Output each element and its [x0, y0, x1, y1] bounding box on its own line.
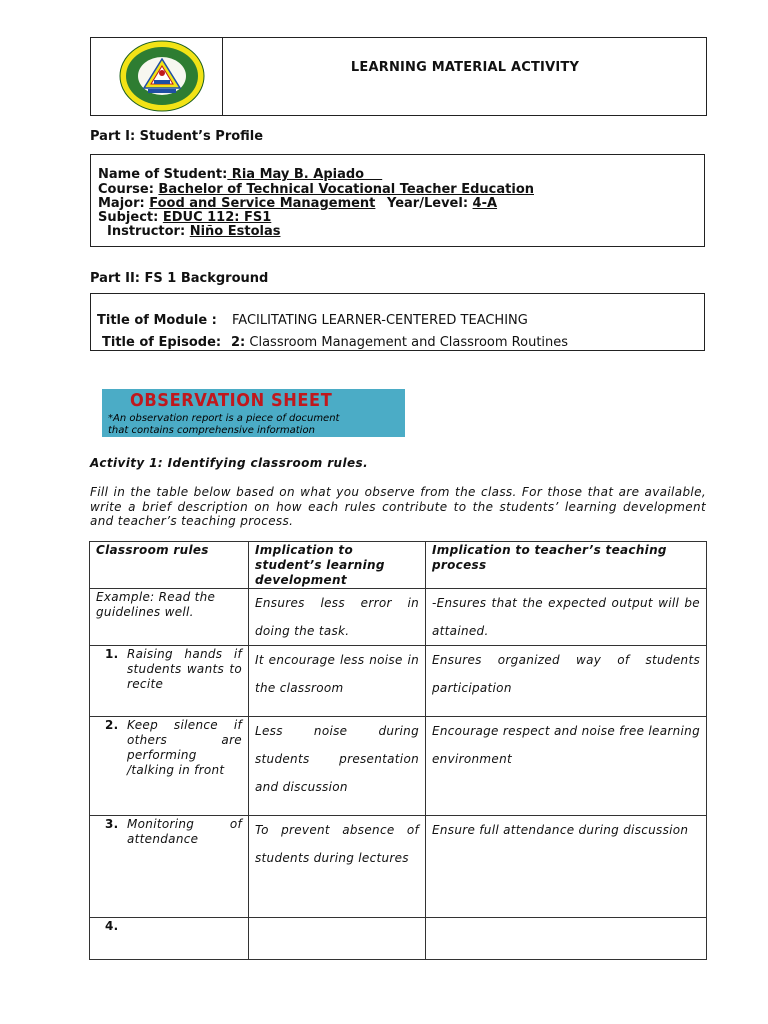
major-value: Food and Service Management [149, 196, 376, 211]
table-row-example [90, 589, 707, 646]
year-label: Year/Level: [387, 196, 473, 211]
table-cell-teacher [426, 918, 707, 960]
row-number: 1. [105, 647, 119, 661]
module-value: FACILITATING LEARNER-CENTERED TEACHING [232, 313, 528, 328]
observation-title: OBSERVATION SHEET [130, 390, 333, 411]
table-cell-student: It encourage less noise in the classroom [249, 646, 426, 717]
table-cell-rule [90, 717, 249, 816]
table-cell-teacher: -Ensures that the expected output will be attained. [426, 589, 707, 646]
major-line [98, 196, 375, 211]
table-row [90, 918, 707, 960]
rule-text: Keep silence if others are performing /talking in front [127, 718, 242, 777]
university-seal-logo [118, 40, 206, 112]
table-header-cell: Implication to student’s learning development [249, 542, 426, 589]
classroom-rules-table [89, 541, 707, 960]
course-value: Bachelor of Technical Vocational Teacher Education [158, 182, 534, 197]
activity-instructions: Fill in the table below based on what you observe from the class. For those that are available, write a brief description on how each rules contribute to the students’ learning development and teacher’s teaching process. [90, 485, 706, 528]
course-line [98, 182, 534, 197]
episode-value: Classroom Management and Classroom Routines [249, 335, 569, 350]
table-row [90, 816, 707, 918]
episode-number: 2: [231, 335, 246, 350]
table-cell-rule [90, 816, 249, 918]
row-number: 3. [105, 817, 119, 831]
student-name-value: Ria May B. Apiado [227, 167, 383, 182]
table-row [90, 717, 707, 816]
episode-line [231, 335, 568, 350]
episode-label: Title of Episode: [102, 335, 222, 350]
subject-value: EDUC 112: FS1 [162, 210, 272, 225]
table-cell-rule [90, 918, 249, 960]
module-label: Title of Module : [97, 313, 217, 328]
year-line [387, 196, 497, 211]
activity-title: Activity 1: Identifying classroom rules. [90, 456, 369, 470]
observation-subtitle-line2: that contains comprehensive information [108, 425, 315, 436]
table-cell-teacher: Ensures organized way of students participation [426, 646, 707, 717]
subject-line [98, 210, 271, 225]
table-cell-student: Ensures less error in doing the task. [249, 589, 426, 646]
row-number: 2. [105, 718, 119, 732]
table-cell-student: Less noise during students presentation and discussion [249, 717, 426, 816]
row-number: 4. [105, 919, 119, 933]
table-cell-student: To prevent absence of students during lectures [249, 816, 426, 918]
table-header-cell: Classroom rules [90, 542, 249, 589]
part1-heading: Part I: Student’s Profile [90, 129, 264, 144]
table-header-cell: Implication to teacher’s teaching process [426, 542, 707, 589]
table-row [90, 646, 707, 717]
subject-label: Subject: [98, 210, 163, 225]
observation-subtitle-line1: *An observation report is a piece of document [108, 413, 340, 424]
rule-text: Monitoring of attendance [127, 817, 242, 846]
student-name-line [98, 167, 382, 182]
student-name-label: Name of Student: [98, 167, 228, 182]
instructor-line [107, 224, 280, 239]
table-header-row [90, 542, 707, 589]
table-cell-rule: Example: Read the guidelines well. [90, 589, 249, 646]
course-label: Course: [98, 182, 159, 197]
table-cell-teacher: Encourage respect and noise free learning environment [426, 717, 707, 816]
rule-text: Raising hands if students wants to recite [127, 647, 242, 691]
part2-heading: Part II: FS 1 Background [90, 271, 269, 286]
table-cell-student [249, 918, 426, 960]
table-cell-teacher: Ensure full attendance during discussion [426, 816, 707, 918]
major-label: Major: [98, 196, 150, 211]
table-cell-rule [90, 646, 249, 717]
instructor-value: Niño Estolas [189, 224, 281, 239]
header-divider [222, 37, 223, 116]
page-title: LEARNING MATERIAL ACTIVITY [350, 60, 580, 75]
year-value: 4-A [472, 196, 498, 211]
instructor-label: Instructor: [107, 224, 190, 239]
